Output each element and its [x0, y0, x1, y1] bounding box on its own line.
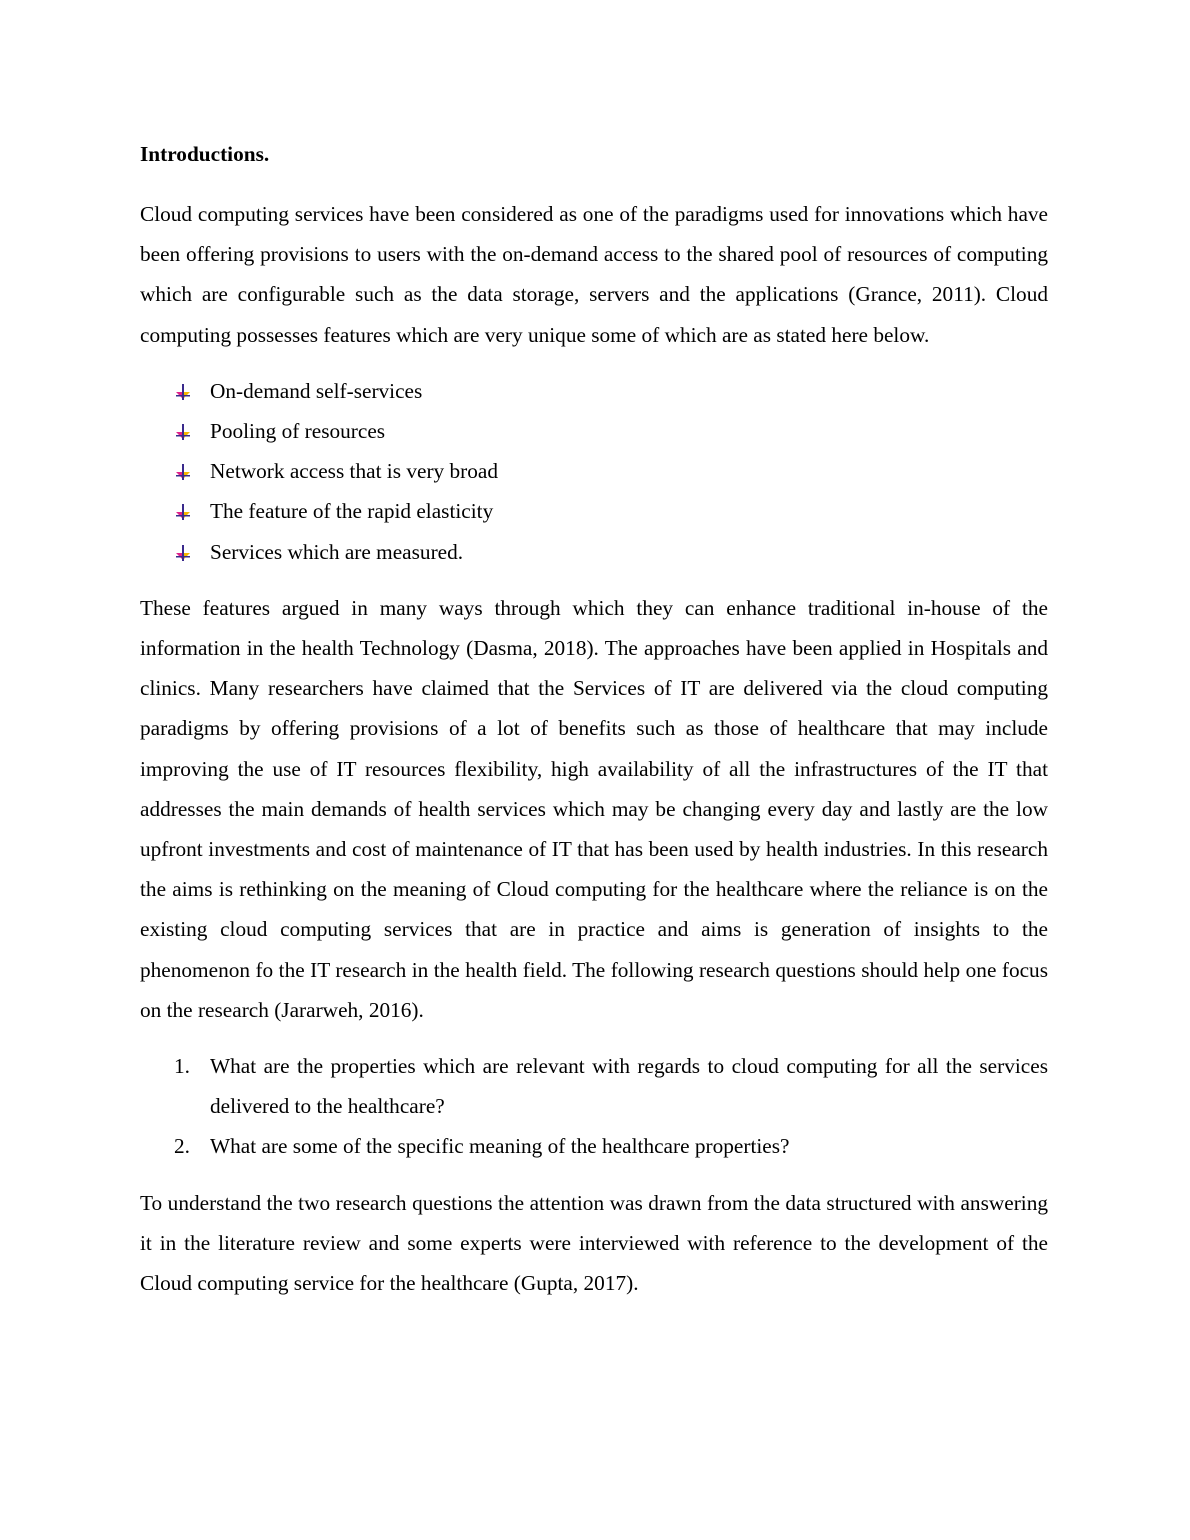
research-questions-list	[140, 1046, 1048, 1167]
arrow-down-icon	[174, 503, 192, 521]
section-heading: Introductions.	[140, 142, 270, 166]
arrow-down-icon	[174, 423, 192, 441]
feature-label: On-demand self-services	[210, 378, 423, 403]
document-page	[140, 138, 1048, 1303]
question-number: 2.	[174, 1134, 190, 1159]
feature-label: Services which are measured.	[210, 539, 464, 564]
arrow-down-icon	[174, 544, 192, 562]
list-item	[140, 1126, 1048, 1166]
arrow-down-icon	[174, 463, 192, 481]
question-text: What are some of the specific meaning of the healthcare properties?	[210, 1134, 790, 1159]
question-text: What are the properties which are relevant with regards to cloud computing for all the services delivered to the healthcare?	[210, 1054, 1048, 1119]
list-item	[140, 532, 1048, 572]
feature-label: Network access that is very broad	[210, 459, 498, 484]
list-item	[140, 451, 1048, 491]
question-number: 1.	[174, 1054, 190, 1079]
list-item	[140, 411, 1048, 451]
intro-paragraph: Cloud computing services have been considered as one of the paradigms used for innovations which have been offering provisions to users with the on-demand access to the shared pool of resources of computing which are configurable such as the data storage, servers and the applications (Grance, 2011). Cloud computing possesses features which are very unique some of which are as stated here below.	[140, 202, 1048, 347]
list-item	[140, 491, 1048, 531]
list-item	[140, 371, 1048, 411]
arrow-down-icon	[174, 383, 192, 401]
feature-label: The feature of the rapid elasticity	[210, 499, 494, 524]
list-item	[140, 1046, 1048, 1126]
body-paragraph: These features argued in many ways through which they can enhance traditional in-house of the information in the health Technology (Dasma, 2018). The approaches have been applied in Hospitals and clinics. Many researchers have claimed that the Services of IT are delivered via the cloud computing paradigms by offering provisions of a lot of benefits such as those of healthcare that may include improving the use of IT resources flexibility, high availability of all the infrastructures of the IT that addresses the main demands of health services which may be changing every day and lastly are the low upfront investments and cost of maintenance of IT that has been used by health industries. In this research the aims is rethinking on the meaning of Cloud computing for the healthcare where the reliance is on the existing cloud computing services that are in practice and aims is generation of insights to the phenomenon fo the IT research in the health field. The following research questions should help one focus on the research (Jararweh, 2016).	[140, 595, 1048, 1022]
closing-paragraph: To understand the two research questions the attention was drawn from the data structured with answering it in the literature review and some experts were interviewed with reference to the development of the Cloud computing service for the healthcare (Gupta, 2017).	[140, 1190, 1048, 1296]
feature-list	[140, 371, 1048, 572]
feature-label: Pooling of resources	[210, 419, 386, 444]
